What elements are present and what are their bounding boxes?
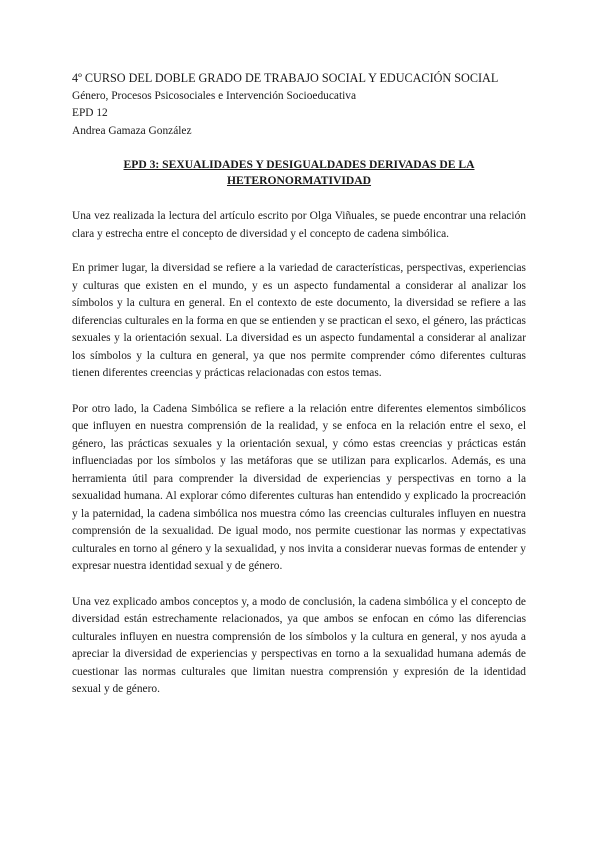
document-page bbox=[72, 70, 526, 699]
title-line-1: EPD 3: SEXUALIDADES Y DESIGUALDADES DERIVADAS DE LA bbox=[123, 158, 475, 171]
paragraph-symbolic-chain: Por otro lado, la Cadena Simbólica se refiere a la relación entre diferentes elementos simbólicos que influyen en nuestra comprensión de la realidad, y se enfoca en la relación entre el sexo, el género, las prácticas sexuales y la orientación sexual, y cómo estas creencias y prácticas están influenciadas por los símbolos y las metáforas que se utilizan para explicarlos. Además, es una herramienta útil para comprender la diversidad de experiencias y perspectivas en torno a la sexualidad humana. Al explorar cómo diferentes culturas han entendido y explicado la procreación y la paternidad, la cadena simbólica nos muestra cómo las creencias culturales influyen en nuestra comprensión de la sexualidad. De igual modo, nos permite cuestionar las normas y expectativas culturales en torno al género y la sexualidad, y nos invita a considerar nuevas formas de entender y expresar nuestra identidad sexual y de género. bbox=[72, 402, 526, 572]
title-line-2: HETERONORMATIVIDAD bbox=[226, 174, 372, 187]
document-header bbox=[72, 70, 526, 140]
paragraph-conclusion: Una vez explicado ambos conceptos y, a modo de conclusión, la cadena simbólica y el concepto de diversidad están estrechamente relacionados, ya que ambos se enfocan en cómo las diferencias culturales influyen en nuestra comprensión de los símbolos y la cultura en general, y nos ayuda a apreciar la diversidad de experiencias y perspectivas en torno a la sexualidad humana además de cuestionar las normas culturales que limitan nuestra comprensión y expresión de la identidad sexual y de género. bbox=[72, 595, 526, 695]
paragraph-diversity: En primer lugar, la diversidad se refiere a la variedad de características, perspectivas, experiencias y culturas que existen en el mundo, y es un aspecto fundamental a considerar al analizar los símbolos y la cultura en general. En el contexto de este documento, la diversidad se refiere a las diferencias culturales en la forma en que se entienden y se practican el sexo, el género, las prácticas sexuales y la orientación sexual. La diversidad es un aspecto fundamental a considerar al analizar los símbolos y la cultura en general, ya que nos permite comprender cómo diferentes culturas tienen diferentes creencias y prácticas relacionadas con estos temas. bbox=[72, 262, 526, 379]
subject-name: Género, Procesos Psicosociales e Intervención Socioeducativa bbox=[72, 89, 357, 102]
document-title bbox=[72, 157, 526, 189]
course-heading: 4º CURSO DEL DOBLE GRADO DE TRABAJO SOCIAL Y EDUCACIÓN SOCIAL bbox=[72, 71, 499, 85]
author-name: Andrea Gamaza González bbox=[72, 124, 192, 137]
paragraph-intro: Una vez realizada la lectura del artículo escrito por Olga Viñuales, se puede encontrar una relación clara y estrecha entre el concepto de diversidad y el concepto de cadena simbólica. bbox=[72, 210, 526, 240]
epd-number: EPD 12 bbox=[72, 107, 108, 119]
